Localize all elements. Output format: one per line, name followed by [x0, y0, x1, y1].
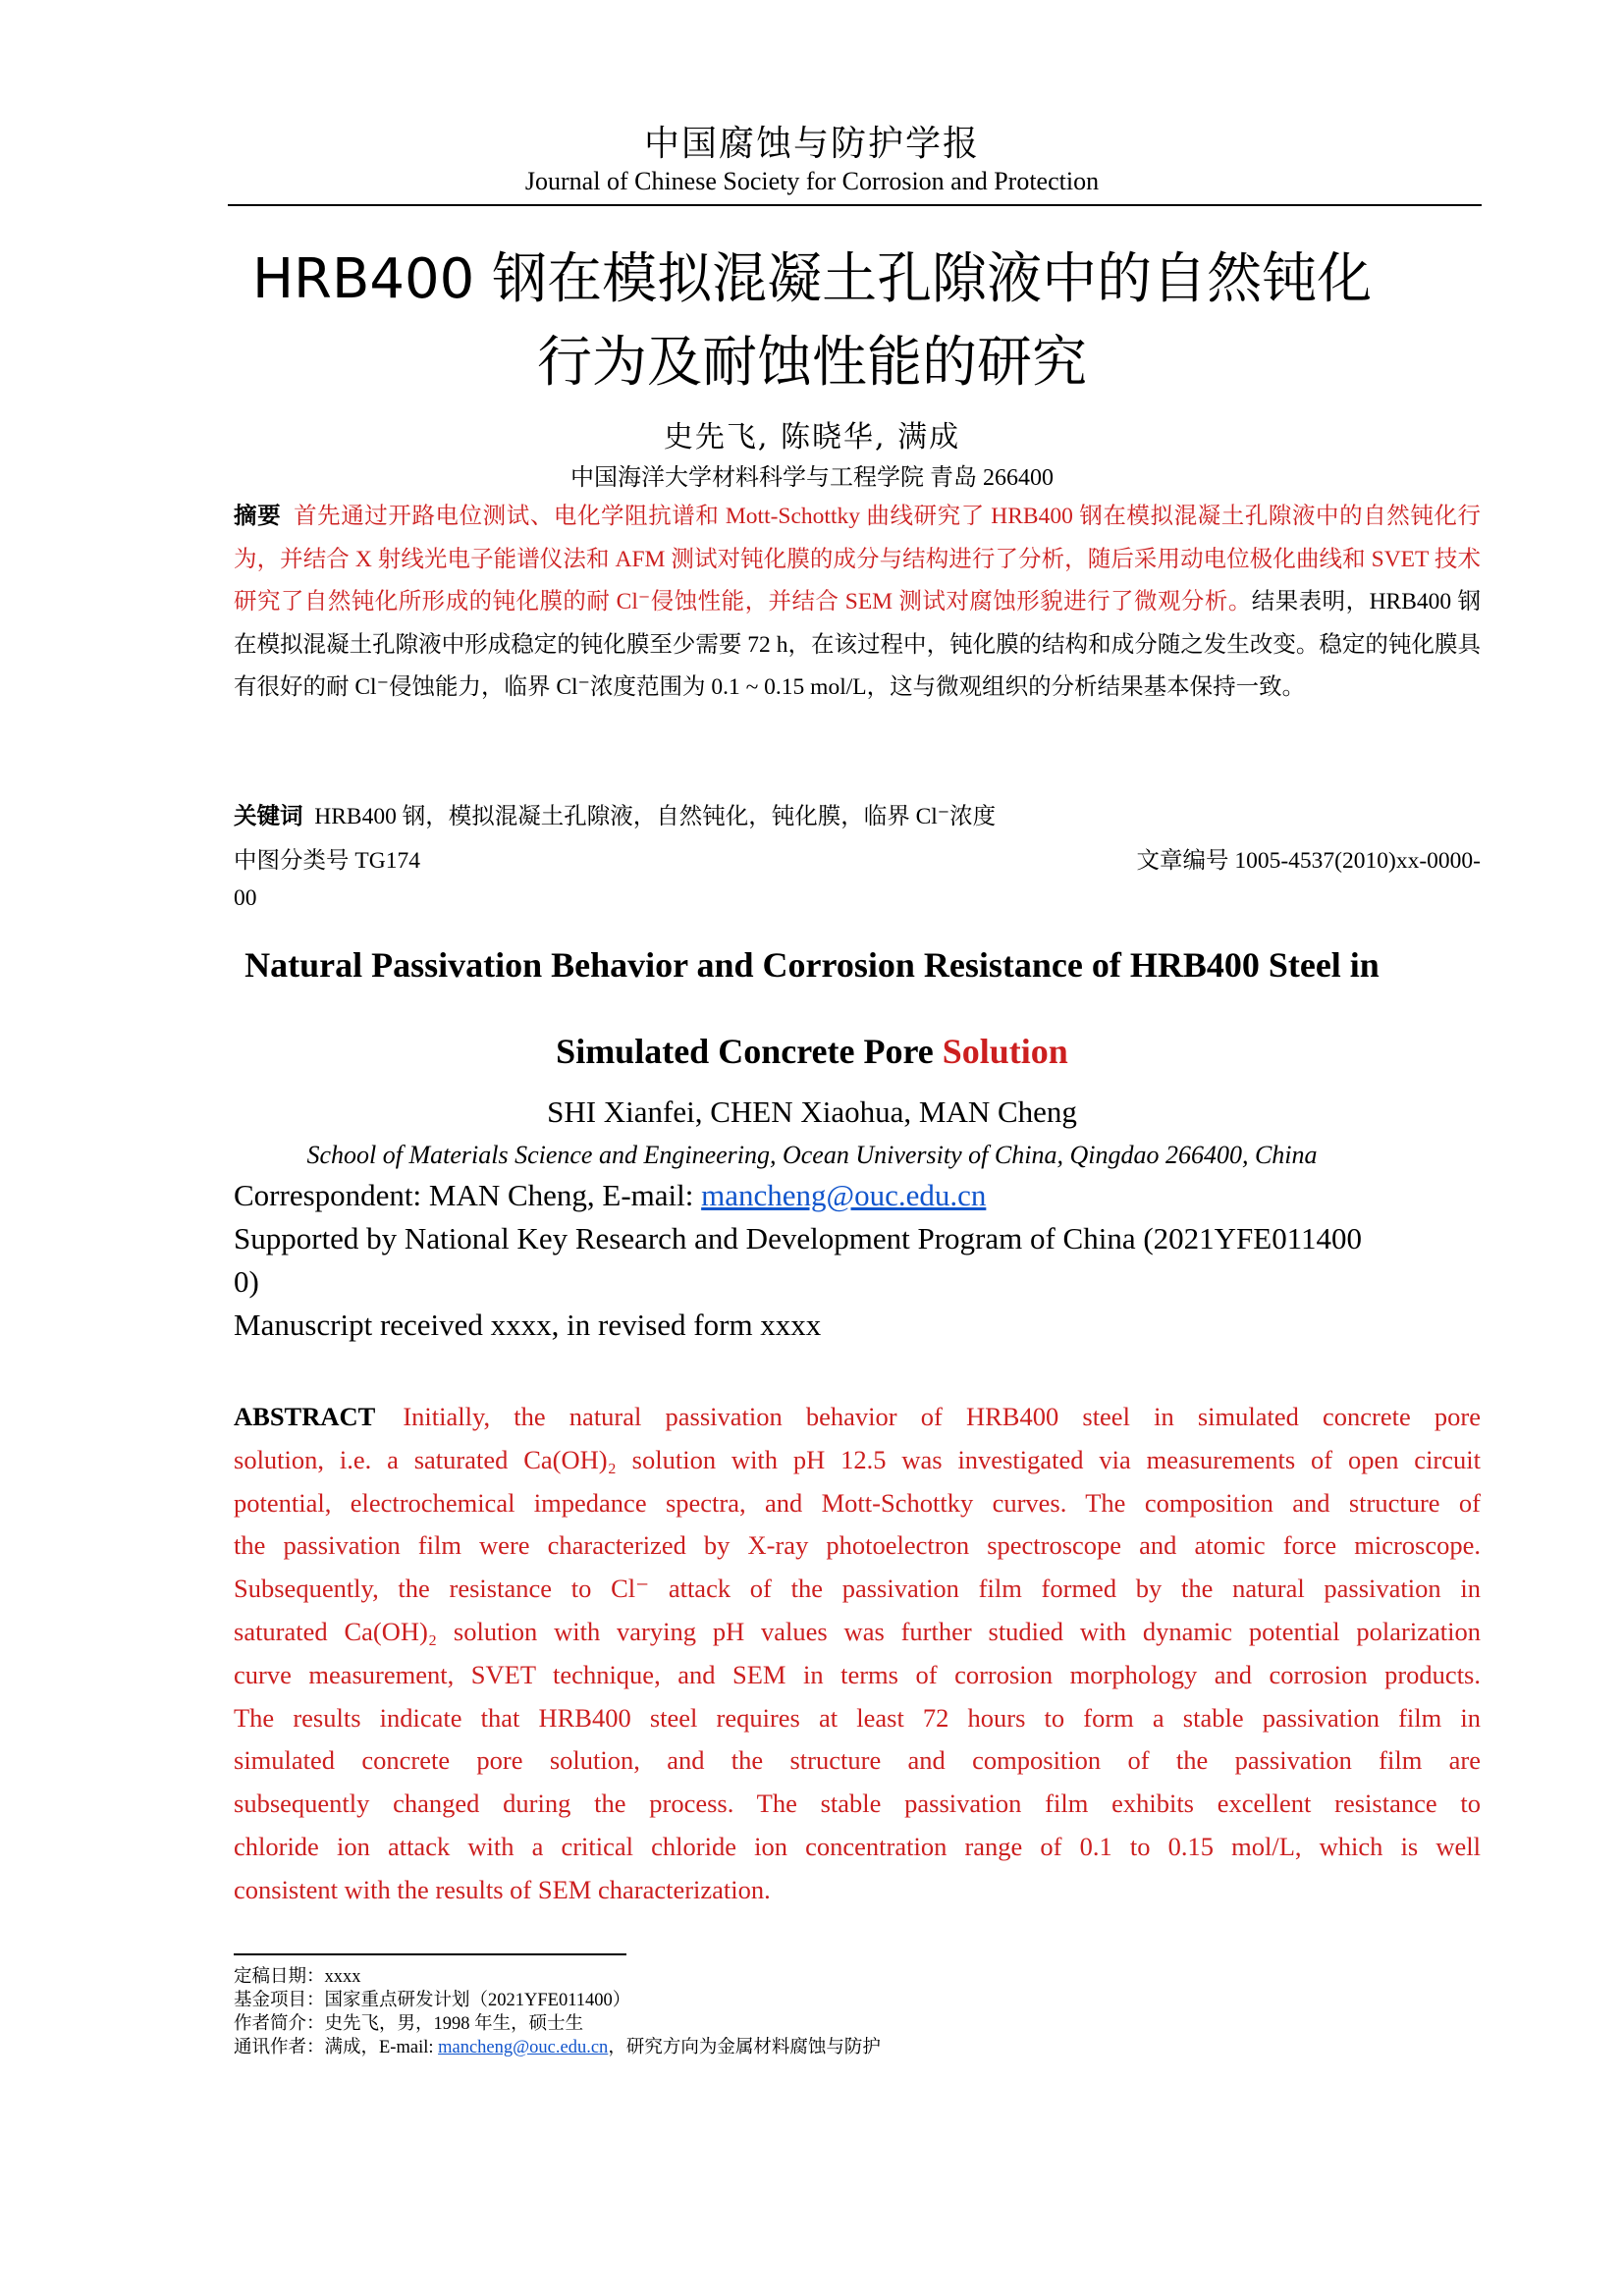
footnote-rule	[234, 1953, 626, 1955]
authors-en: SHI Xianfei, CHEN Xiaohua, MAN Cheng	[547, 1095, 1077, 1129]
footnote-fund: 基金项目：国家重点研发计划（2021YFE011400）	[234, 1991, 631, 2010]
title-cn-line1: HRB400 钢在模拟混凝土孔隙液中的自然钝化	[251, 247, 1373, 311]
manuscript-received: Manuscript received xxxx, in revised form xxxx	[234, 1308, 822, 1342]
affiliation-en: School of Materials Science and Engineering, Ocean University of China, Qingdao 266400, China	[306, 1141, 1318, 1169]
abstract-cn-label: 摘要	[234, 504, 282, 529]
authors-cn: 史先飞, 陈晓华, 满成	[663, 420, 961, 454]
keywords-cn	[234, 797, 1481, 830]
abstract-en-line-11: consistent with the results of SEM characterization.	[234, 1874, 771, 1904]
abstract-cn-black: 结果表明，HRB400 钢在模拟混凝土孔隙液中形成稳定的钝化膜至少需要 72 h，在该过程中，钝化膜的结构和成分随之发生改变。稳定的钝化膜具有很好的耐 Cl⁻侵蚀能力，临界 Cl⁻浓度范围为 0.1 ~ 0.15 mol/L，这与微观组织的分析结果基本保持一致。	[234, 589, 1481, 700]
abstract-en-line-1: solution, i.e. a saturated Ca(OH)₂ solution with pH 12.5 was investigated via measurements of open circuit	[234, 1444, 1481, 1474]
abstract-en-line-7: The results indicate that HRB400 steel requires at least 72 hours to form a stable passivation film in	[234, 1702, 1481, 1733]
supported-by-line1: Supported by National Key Research and Development Program of China (2021YFE011400	[234, 1221, 1363, 1255]
abstract-en-line-6: curve measurement, SVET technique, and SEM in terms of corrosion morphology and corrosion products.	[234, 1659, 1481, 1689]
footnote-corr-label: 通讯作者：满成，E-mail:	[234, 2038, 439, 2057]
abstract-en-line-4: Subsequently, the resistance to Cl⁻ attack of the passivation film formed by the natural passivation in	[234, 1574, 1481, 1604]
footnotes	[234, 1965, 881, 2059]
abstract-en-line-8: simulated concrete pore solution, and the structure and composition of the passivation film are	[234, 1745, 1481, 1776]
abstract-cn	[234, 496, 1481, 710]
abstract-en	[234, 1396, 1481, 1912]
abstract-en-line-10: chloride ion attack with a critical chloride ion concentration range of 0.1 to 0.15 mol/L, which is well	[234, 1831, 1481, 1861]
abstract-en-first-line	[234, 1396, 1481, 1439]
correspondent-email-link[interactable]: mancheng@ouc.edu.cn	[701, 1178, 987, 1212]
correspondent	[234, 1178, 986, 1213]
footnote-corr-tail: ，研究方向为金属材料腐蚀与防护	[608, 2038, 881, 2057]
article-number-cont: 00	[234, 885, 257, 911]
abstract-en-line-0: Initially, the natural passivation behavior of HRB400 steel in simulated concrete pore	[403, 1402, 1481, 1431]
header-rule	[228, 204, 1482, 206]
title-en-line2	[0, 1031, 1624, 1072]
abstract-en-line-5: saturated Ca(OH)₂ solution with varying pH values was further studied with dynamic potential polarization	[234, 1616, 1481, 1646]
keywords-cn-label: 关键词	[234, 804, 303, 829]
clc-number: 中图分类号 TG174	[234, 848, 420, 874]
footnote-author-bio: 作者简介：史先飞，男，1998 年生，硕士生	[234, 2014, 584, 2034]
abstract-cn-red: 首先通过开路电位测试、电化学阻抗谱和 Mott-Schottky 曲线研究了 HRB400 钢在模拟混凝土孔隙液中的自然钝化行为，并结合 X 射线光电子能谱仪法和 AFM 测试对钝化膜的成分与结构进行了分析，随后采用动电位极化曲线和 SVET 技术研究了自然钝化所形成的钝化膜的耐 Cl⁻侵蚀性能，并结合 SEM 测试对腐蚀形貌进行了微观分析。	[234, 504, 1482, 614]
abstract-en-line-3: the passivation film were characterized by X-ray photoelectron spectroscope and atomic force microscope.	[234, 1530, 1481, 1561]
title-en-line2-red: Solution	[942, 1032, 1068, 1071]
keywords-cn-text: HRB400 钢，模拟混凝土孔隙液，自然钝化，钝化膜，临界 Cl⁻浓度	[314, 804, 997, 829]
abstract-en-label: ABSTRACT	[234, 1402, 376, 1431]
journal-title-en: Journal of Chinese Society for Corrosion and Protection	[524, 167, 1100, 195]
footnote-accepted-date: 定稿日期：xxxx	[234, 1967, 361, 1987]
abstract-en-line-2: potential, electrochemical impedance spectra, and Mott-Schottky curves. The composition and structure of	[234, 1487, 1481, 1518]
title-cn-line2: 行为及耐蚀性能的研究	[537, 331, 1087, 395]
title-en-line2-black: Simulated Concrete Pore	[556, 1032, 943, 1071]
abstract-en-line-9: subsequently changed during the process. The stable passivation film exhibits excellent resistance to	[234, 1789, 1481, 1819]
footnote-corresponding	[234, 2036, 881, 2059]
article-number: 文章编号 1005-4537(2010)xx-0000-	[1136, 848, 1481, 874]
title-en-line1: Natural Passivation Behavior and Corrosion Resistance of HRB400 Steel in	[244, 945, 1380, 985]
correspondent-label: Correspondent: MAN Cheng, E-mail:	[234, 1178, 702, 1212]
footnote-corr-email-link[interactable]: mancheng@ouc.edu.cn	[438, 2038, 609, 2057]
affiliation-cn: 中国海洋大学材料科学与工程学院 青岛 266400	[570, 465, 1054, 491]
supported-by-line2: 0)	[234, 1264, 259, 1299]
journal-title-cn: 中国腐蚀与防护学报	[643, 124, 980, 164]
